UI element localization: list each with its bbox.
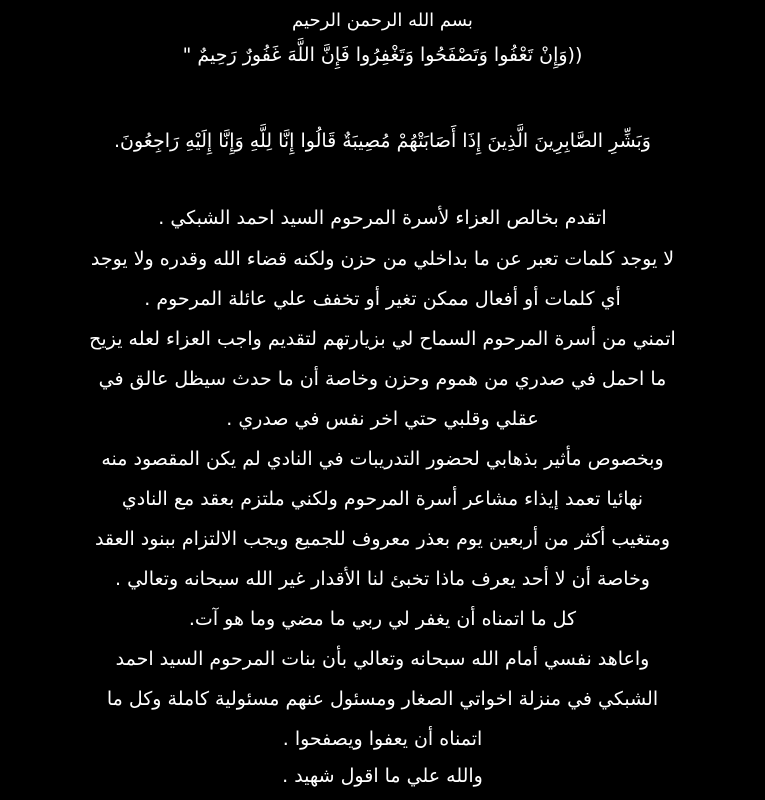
quran-verse-patience: وَبَشِّرِ الصَّابِرِينَ الَّذِينَ إِذَا أَصَابَتْهُمْ مُصِيبَةٌ قَالُوا إِنَّا لِلَّهِ وَإِنَّا إِلَيْهِ رَاجِعُونَ. — [113, 130, 651, 152]
closing-line: والله علي ما اقول شهيد . — [282, 765, 483, 787]
quran-verse-forgiveness: ((وَإِنْ تَعْفُوا وَتَصْفَحُوا وَتَغْفِرُوا فَإِنَّ اللَّهَ غَفُورٌ رَحِيمٌ " — [182, 44, 583, 66]
text-line: اتمني من أسرة المرحوم السماح لي بزيارتهم لتقديم واجب العزاء لعله يزيح — [89, 328, 676, 350]
text-line: وبخصوص مأثير بذهابي لحضور التدريبات في النادي لم يكن المقصود منه — [101, 448, 664, 470]
text-line: أي كلمات أو أفعال ممكن تغير أو تخفف علي عائلة المرحوم . — [144, 288, 621, 310]
text-line: اتقدم بخالص العزاء لأسرة المرحوم السيد احمد الشبكي . — [158, 207, 607, 229]
text-line: ما احمل في صدري من هموم وحزن وخاصة أن ما حدث سيظل عالق في — [98, 368, 667, 390]
text-line: الشبكي في منزلة اخواتي الصغار ومسئول عنهم مسئولية كاملة وكل ما — [106, 688, 659, 710]
text-line: ومتغيب أكثر من أربعين يوم بعذر معروف للجميع ويجب الالتزام ببنود العقد — [94, 528, 671, 550]
text-line: اتمناه أن يعفوا ويصفحوا . — [282, 728, 483, 750]
text-line: واعاهد نفسي أمام الله سبحانه وتعالي بأن بنات المرحوم السيد احمد — [115, 648, 650, 670]
text-line: نهائيا تعمد إيذاء مشاعر أسرة المرحوم ولكني ملتزم بعقد مع النادي — [121, 488, 644, 510]
basmala-line: بسم الله الرحمن الرحيم — [292, 10, 473, 31]
text-line: وخاصة أن لا أحد يعرف ماذا تخبئ لنا الأقدار غير الله سبحانه وتعالي . — [115, 568, 650, 590]
text-line: كل ما اتمناه أن يغفر لي ربي ما مضي وما هو آت. — [188, 608, 577, 630]
text-line: لا يوجد كلمات تعبر عن ما بداخلي من حزن ولكنه قضاء الله وقدره ولا يوجد — [90, 248, 675, 270]
text-line: عقلي وقلبي حتي اخر نفس في صدري . — [226, 408, 539, 430]
